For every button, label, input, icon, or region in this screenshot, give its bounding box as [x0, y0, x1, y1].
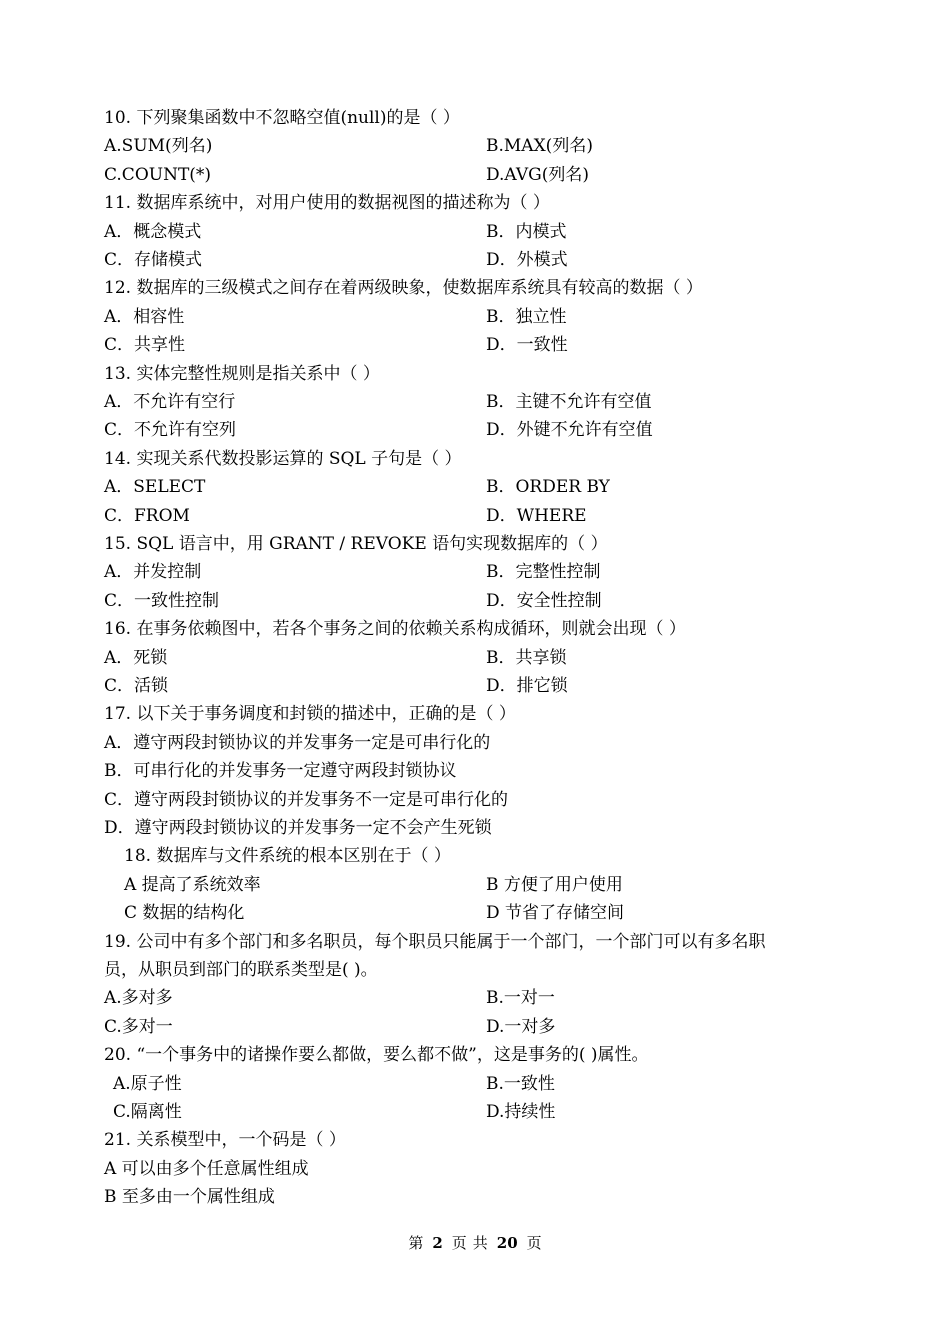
text-line: [0, 416, 950, 444]
option-right: B．完整性控制: [486, 562, 601, 583]
text-line: [0, 1013, 950, 1041]
option-right: B．主键不允许有空值: [486, 392, 652, 412]
line-text: 15. SQL 语言中，用 GRANT / REVOKE 语句实现数据库的（ ）: [104, 534, 608, 554]
footer-page-word: 页: [451, 1234, 467, 1252]
line-text: 20. “一个事务中的诸操作要么都做，要么都不做”，这是事务的( )属性。: [104, 1045, 649, 1066]
line-text: A．概念模式: [104, 221, 202, 242]
option-right: B.一对一: [486, 988, 555, 1009]
text-line: [0, 956, 950, 984]
line-text: 19. 公司中有多个部门和多名职员，每个职员只能属于一个部门，一个部门可以有多名职: [104, 931, 766, 952]
text-line: [0, 303, 950, 331]
line-text: C．共享性: [104, 335, 186, 356]
line-text: 12. 数据库的三级模式之间存在着两级映象，使数据库系统具有较高的数据（ ）: [104, 278, 703, 299]
line-text: 14. 实现关系代数投影运算的 SQL 子句是（ ）: [104, 448, 462, 469]
footer-total-pages: 20: [496, 1234, 518, 1252]
line-text: 21. 关系模型中，一个码是（ ）: [104, 1130, 346, 1151]
text-line: [0, 1126, 950, 1154]
line-text: A．不允许有空行: [104, 392, 236, 412]
footer-prefix: 第: [408, 1234, 424, 1252]
text-line: [0, 473, 950, 501]
line-text: A．遵守两段封锁协议的并发事务一定是可串行化的: [104, 732, 491, 753]
text-line: [0, 842, 950, 870]
text-line: [0, 615, 950, 643]
text-line: [0, 189, 950, 217]
line-text: C.COUNT(*): [104, 164, 212, 185]
text-line: [0, 1183, 950, 1211]
text-line: [0, 218, 950, 246]
line-text: 13. 实体完整性规则是指关系中（ ）: [104, 363, 380, 384]
line-text: C 数据的结构化: [124, 903, 245, 924]
page-footer: [0, 1232, 950, 1253]
text-line: [0, 530, 950, 558]
line-text: 10. 下列聚集函数中不忽略空值(null)的是（ ）: [104, 108, 460, 128]
text-line: [0, 558, 950, 586]
line-text: B．可串行化的并发事务一定遵守两段封锁协议: [104, 761, 457, 782]
line-text: A．SELECT: [104, 477, 206, 498]
option-right: D．WHERE: [486, 505, 587, 526]
text-line: [0, 360, 950, 388]
option-right: D.AVG(列名): [486, 164, 589, 185]
option-right: D．外模式: [486, 250, 568, 270]
text-line: [0, 132, 950, 160]
line-text: C．一致性控制: [104, 590, 220, 611]
text-line: [0, 928, 950, 956]
option-right: B．共享锁: [486, 647, 567, 668]
option-right: D 节省了存储空间: [486, 903, 625, 924]
line-text: A．并发控制: [104, 562, 202, 583]
line-text: A．相容性: [104, 306, 185, 327]
line-text: D．遵守两段封锁协议的并发事务一定不会产生死锁: [104, 818, 492, 838]
text-line: [0, 871, 950, 899]
option-right: D.一对多: [486, 1016, 556, 1037]
option-right: D．一致性: [486, 335, 568, 356]
line-text: 11. 数据库系统中，对用户使用的数据视图的描述称为（ ）: [104, 193, 550, 214]
option-right: D．安全性控制: [486, 590, 602, 611]
line-text: 18. 数据库与文件系统的根本区别在于（ ）: [124, 846, 451, 867]
text-line: [0, 587, 950, 615]
text-line: [0, 331, 950, 359]
text-line: [0, 445, 950, 473]
line-text: A.多对多: [104, 988, 173, 1009]
text-line: [0, 700, 950, 728]
option-right: D．外键不允许有空值: [486, 420, 653, 441]
footer-suffix: 页: [526, 1234, 542, 1252]
text-line: [0, 502, 950, 530]
text-line: [0, 246, 950, 274]
line-text: 16. 在事务依赖图中，若各个事务之间的依赖关系构成循环，则就会出现（ ）: [104, 619, 686, 640]
line-text: 员，从职员到部门的联系类型是( )。: [104, 960, 378, 980]
line-text: C.隔离性: [113, 1102, 182, 1122]
text-line: [0, 644, 950, 672]
text-line: [0, 757, 950, 785]
line-text: C．不允许有空列: [104, 420, 237, 441]
text-line: [0, 814, 950, 842]
line-text: C．遵守两段封锁协议的并发事务不一定是可串行化的: [104, 789, 509, 810]
option-right: B．内模式: [486, 221, 567, 242]
text-line: [0, 786, 950, 814]
line-text: C．存储模式: [104, 250, 203, 270]
text-line: [0, 1155, 950, 1183]
option-right: B．独立性: [486, 306, 567, 327]
text-line: [0, 729, 950, 757]
option-right: B.MAX(列名): [486, 136, 593, 157]
text-line: [0, 388, 950, 416]
line-text: 17. 以下关于事务调度和封锁的描述中，正确的是（ ）: [104, 704, 516, 725]
line-text: B 至多由一个属性组成: [104, 1187, 275, 1208]
line-text: A.SUM(列名): [104, 136, 213, 157]
line-text: C.多对一: [104, 1016, 173, 1037]
text-line: [0, 1041, 950, 1069]
line-text: A 可以由多个任意属性组成: [104, 1158, 309, 1179]
option-right: D.持续性: [486, 1102, 556, 1122]
option-right: B.一致性: [486, 1073, 555, 1094]
line-text: A 提高了系统效率: [124, 874, 261, 895]
text-line: [0, 984, 950, 1012]
text-line: [0, 899, 950, 927]
option-right: B 方便了用户使用: [486, 874, 623, 895]
text-line: [0, 1070, 950, 1098]
text-line: [0, 104, 950, 132]
footer-page-number: 2: [432, 1234, 443, 1252]
line-text: A．死锁: [104, 647, 168, 668]
line-text: C．FROM: [104, 505, 190, 526]
text-line: [0, 1098, 950, 1126]
option-right: B．ORDER BY: [486, 477, 610, 498]
line-text: C．活锁: [104, 676, 169, 696]
text-line: [0, 274, 950, 302]
text-line: [0, 672, 950, 700]
footer-total-word: 共: [472, 1234, 488, 1252]
text-line: [0, 161, 950, 189]
option-right: D．排它锁: [486, 676, 568, 696]
line-text: A.原子性: [113, 1073, 182, 1094]
